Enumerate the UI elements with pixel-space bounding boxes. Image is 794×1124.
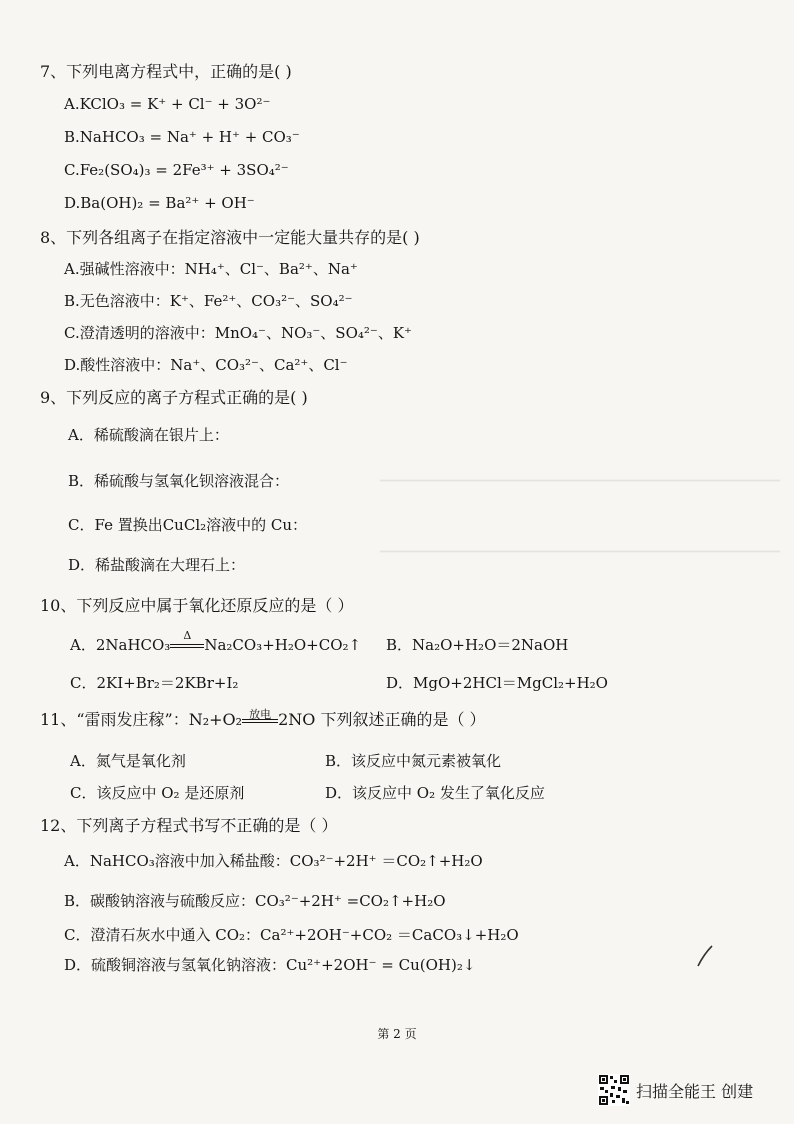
question-stem: 9、下列反应的离子方程式正确的是( ) xyxy=(40,388,308,407)
stem-reactants: 11、“雷雨发庄稼”：N₂+O₂ xyxy=(40,710,243,729)
option-a: A．氮气是氧化剂 xyxy=(70,752,186,770)
option-b: B．碳酸钠溶液与硫酸反应：CO₃²⁻+2H⁺ =CO₂↑+H₂O xyxy=(64,892,446,910)
option-b: B．该反应中氮元素被氧化 xyxy=(325,752,502,770)
question-8 xyxy=(40,226,740,374)
question-7 xyxy=(40,60,740,212)
option-a: A．NaHCO₃溶液中加入稀盐酸：CO₃²⁻+2H⁺ ＝CO₂↑+H₂O xyxy=(64,852,483,870)
option-c: C．该反应中 O₂ 是还原剂 xyxy=(70,784,245,802)
question-stem: 7、下列电离方程式中，正确的是( ) xyxy=(40,62,292,81)
option-c: C．澄清石灰水中通入 CO₂：Ca²⁺+2OH⁻+CO₂ ＝CaCO₃↓+H₂O xyxy=(64,926,519,944)
option-d: D．硫酸铜溶液与氢氧化钠溶液：Cu²⁺+2OH⁻ = Cu(OH)₂↓ xyxy=(64,956,476,974)
question-stem: 10、下列反应中属于氧化还原反应的是（ ） xyxy=(40,596,354,615)
option-c: C．Fe 置换出CuCl₂溶液中的 Cu： xyxy=(68,516,308,534)
option-a: A．稀硫酸滴在银片上： xyxy=(68,426,229,444)
option-a-products: Na₂CO₃+H₂O+CO₂↑ xyxy=(204,636,362,654)
bleed-table-lines xyxy=(380,480,780,552)
question-stem: 8、下列各组离子在指定溶液中一定能大量共存的是( ) xyxy=(40,228,420,247)
option-b: B.无色溶液中：K⁺、Fe²⁺、CO₃²⁻、SO₄²⁻ xyxy=(64,292,353,310)
option-b: B．Na₂O+H₂O＝2NaOH xyxy=(386,636,569,654)
option-d: D.Ba(OH)₂ = Ba²⁺ + OH⁻ xyxy=(64,194,255,212)
option-a-reactants: A．2NaHCO₃ xyxy=(70,636,171,654)
question-12 xyxy=(40,814,740,974)
option-c: C.澄清透明的溶液中：MnO₄⁻、NO₃⁻、SO₄²⁻、K⁺ xyxy=(64,324,412,342)
option-a xyxy=(70,629,362,655)
option-d: D．MgO+2HCl＝MgCl₂+H₂O xyxy=(386,674,608,692)
option-d: D．该反应中 O₂ 发生了氧化反应 xyxy=(325,784,545,802)
option-b: B．稀硫酸与氢氧化钡溶液混合： xyxy=(68,472,290,490)
pen-mark xyxy=(696,944,714,968)
qr-code-icon xyxy=(598,1074,630,1106)
stem-products: 2NO 下列叙述正确的是（ ） xyxy=(278,710,486,729)
option-a: A.KClO₃ = K⁺ + Cl⁻ + 3O²⁻ xyxy=(64,95,271,113)
question-11 xyxy=(40,707,740,802)
question-9 xyxy=(40,386,740,574)
option-c: C．2KI+Br₂＝2KBr+I₂ xyxy=(70,674,239,692)
option-d: D．稀盐酸滴在大理石上： xyxy=(68,556,246,574)
question-stem xyxy=(40,708,740,732)
discharge-label: 放电 xyxy=(249,707,272,721)
option-b: B.NaHCO₃ = Na⁺ + H⁺ + CO₃⁻ xyxy=(64,128,300,146)
question-10 xyxy=(40,594,740,692)
option-a: A.强碱性溶液中：NH₄⁺、Cl⁻、Ba²⁺、Na⁺ xyxy=(64,260,358,278)
watermark-text: 扫描全能王 创建 xyxy=(636,1081,754,1101)
option-d: D.酸性溶液中：Na⁺、CO₃²⁻、Ca²⁺、Cl⁻ xyxy=(64,356,348,374)
discharge-condition-arrow xyxy=(242,707,278,728)
reverse-side-bleed-through xyxy=(360,40,780,560)
scanner-watermark xyxy=(598,1074,753,1106)
heat-condition-arrow xyxy=(170,629,204,653)
question-stem: 12、下列离子方程式书写不正确的是（ ） xyxy=(40,816,338,835)
heat-symbol: Δ xyxy=(183,629,192,642)
page-number: 第 2 页 xyxy=(377,1027,417,1041)
option-c: C.Fe₂(SO₄)₃ = 2Fe³⁺ + 3SO₄²⁻ xyxy=(64,161,289,179)
